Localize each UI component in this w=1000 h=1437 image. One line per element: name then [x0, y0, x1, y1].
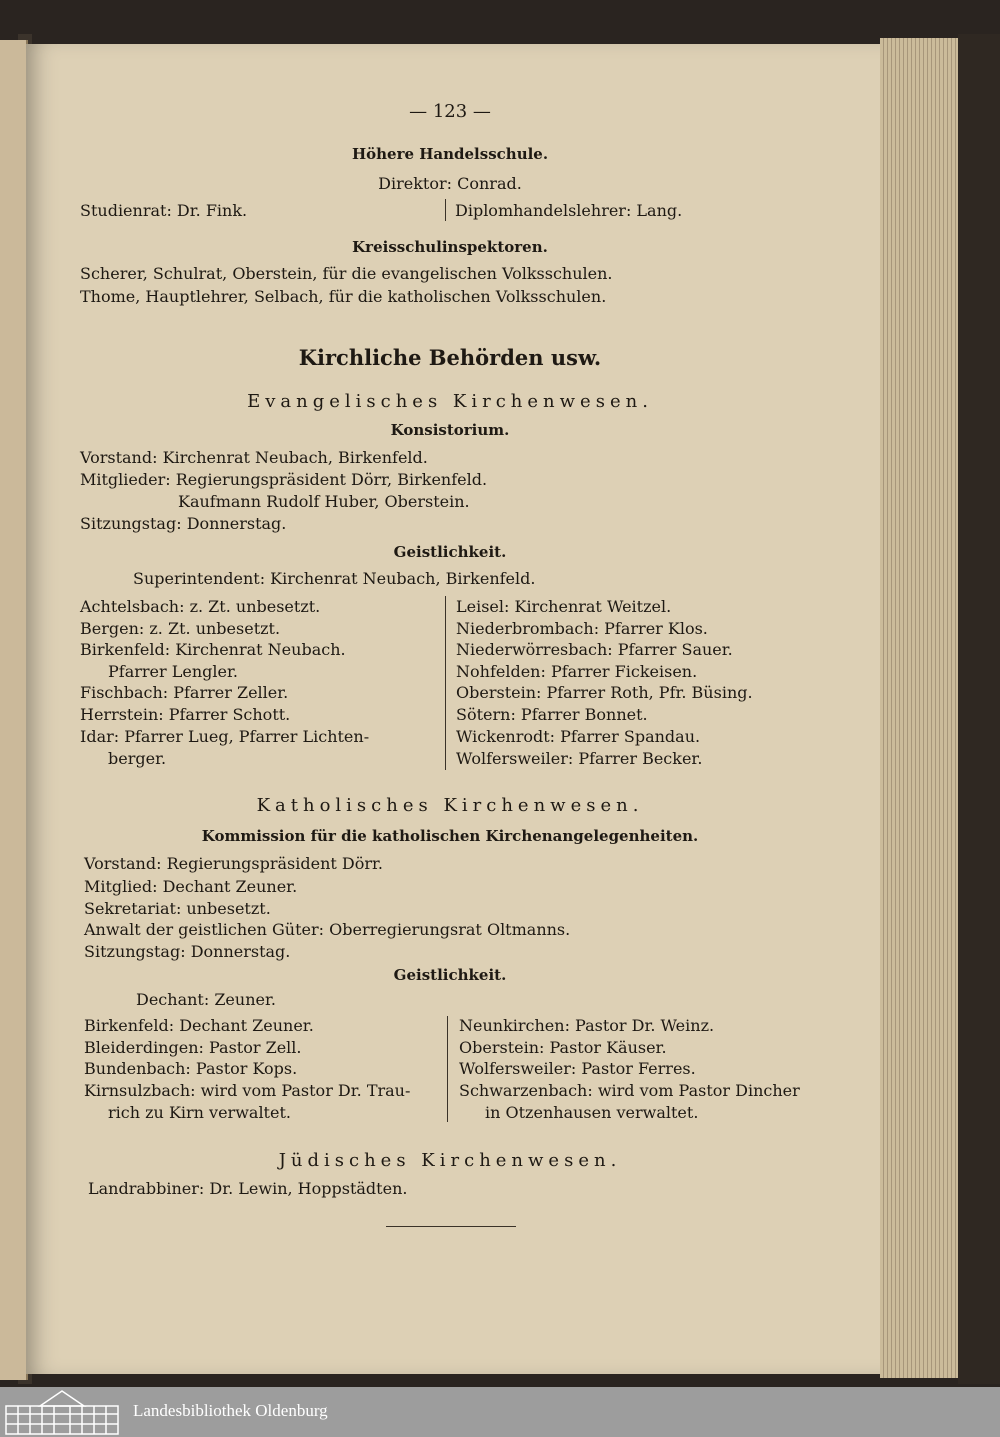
juedisch-heading: Jüdisches Kirchenwesen. [278, 1150, 622, 1171]
kreis-line: Thome, Hauptlehrer, Selbach, für die katholischen Volksschulen. [80, 287, 607, 306]
ev-parish-left: Idar: Pfarrer Lueg, Pfarrer Lichten- [80, 727, 370, 746]
kath-parish-right: Schwarzenbach: wird vom Pastor Dincher [459, 1081, 800, 1100]
ev-geistlichkeit-heading: Geistlichkeit. [393, 543, 507, 561]
book-cover [958, 34, 1000, 1384]
ev-parish-left: Fischbach: Pfarrer Zeller. [80, 683, 289, 702]
kath-parish-left: Birkenfeld: Dechant Zeuner. [84, 1016, 314, 1035]
kath-parish-right: Oberstein: Pastor Käuser. [459, 1038, 667, 1057]
ev-superintendent: Superintendent: Kirchenrat Neubach, Birkenfeld. [133, 569, 536, 588]
column-divider [445, 596, 446, 770]
ev-parish-right: Sötern: Pfarrer Bonnet. [456, 705, 648, 724]
library-name: Landesbibliothek Oldenburg [133, 1401, 328, 1420]
evangelisch-heading: Evangelisches Kirchenwesen. [247, 391, 653, 412]
handelsschule-heading: Höhere Handelsschule. [351, 145, 549, 163]
kommission-line: Sitzungstag: Donnerstag. [84, 942, 291, 961]
facing-page-edge [0, 40, 28, 1380]
ev-parish-right: Wolfersweiler: Pfarrer Becker. [456, 749, 703, 768]
kath-parish-right: Wolfersweiler: Pastor Ferres. [459, 1059, 696, 1078]
kirchliche-heading: Kirchliche Behörden usw. [298, 345, 602, 370]
konsistorium-line: Kaufmann Rudolf Huber, Oberstein. [178, 492, 470, 511]
ev-parish-left: Bergen: z. Zt. unbesetzt. [80, 619, 281, 638]
ev-parish-right: Wickenrodt: Pfarrer Spandau. [456, 727, 701, 746]
kath-parish-right: Neunkirchen: Pastor Dr. Weinz. [459, 1016, 715, 1035]
ev-parish-left: Herrstein: Pfarrer Schott. [80, 705, 291, 724]
ev-parish-left: berger. [108, 749, 167, 768]
kreis-heading: Kreisschulinspektoren. [352, 238, 548, 256]
ev-parish-right: Nohfelden: Pfarrer Fickeisen. [456, 662, 698, 681]
kath-dechant: Dechant: Zeuner. [136, 990, 276, 1009]
konsistorium-line: Vorstand: Kirchenrat Neubach, Birkenfeld. [80, 448, 428, 467]
column-divider [447, 1016, 448, 1122]
page-edges [880, 38, 960, 1378]
konsistorium-heading: Konsistorium. [390, 421, 510, 439]
kath-parish-right: in Otzenhausen verwaltet. [485, 1103, 699, 1122]
column-divider [445, 199, 446, 221]
katholisch-heading: Katholisches Kirchenwesen. [256, 795, 644, 816]
juedisch-line: Landrabbiner: Dr. Lewin, Hoppstädten. [88, 1179, 408, 1198]
kreis-line: Scherer, Schulrat, Oberstein, für die evangelischen Volksschulen. [80, 264, 613, 283]
ev-parish-right: Oberstein: Pfarrer Roth, Pfr. Büsing. [456, 683, 753, 702]
ev-parish-right: Leisel: Kirchenrat Weitzel. [456, 597, 672, 616]
handelsschule-diplomlehrer: Diplomhandelslehrer: Lang. [455, 201, 683, 220]
konsistorium-line: Mitglieder: Regierungspräsident Dörr, Birkenfeld. [80, 470, 488, 489]
kommission-line: Anwalt der geistlichen Güter: Oberregierungsrat Oltmanns. [84, 920, 571, 939]
konsistorium-line: Sitzungstag: Donnerstag. [80, 514, 287, 533]
ev-parish-left: Achtelsbach: z. Zt. unbesetzt. [80, 597, 321, 616]
kath-parish-left: Bundenbach: Pastor Kops. [84, 1059, 298, 1078]
kommission-line: Vorstand: Regierungspräsident Dörr. [84, 854, 383, 873]
kath-geistlichkeit-heading: Geistlichkeit. [393, 966, 507, 984]
page-number: — 123 — [409, 101, 491, 122]
library-building-icon [2, 1388, 122, 1436]
closing-rule [386, 1226, 516, 1227]
kath-parish-left: rich zu Kirn verwaltet. [108, 1103, 291, 1122]
footer-bar [0, 1387, 1000, 1437]
handelsschule-direktor: Direktor: Conrad. [378, 174, 522, 193]
kath-parish-left: Kirnsulzbach: wird vom Pastor Dr. Trau- [84, 1081, 411, 1100]
kommission-heading: Kommission für die katholischen Kirchenangelegenheiten. [201, 827, 699, 845]
kommission-line: Mitglied: Dechant Zeuner. [84, 877, 298, 896]
handelsschule-studienrat: Studienrat: Dr. Fink. [80, 201, 248, 220]
kath-parish-left: Bleiderdingen: Pastor Zell. [84, 1038, 302, 1057]
ev-parish-left: Birkenfeld: Kirchenrat Neubach. [80, 640, 346, 659]
kommission-line: Sekretariat: unbesetzt. [84, 899, 271, 918]
ev-parish-left: Pfarrer Lengler. [108, 662, 238, 681]
ev-parish-right: Niederbrombach: Pfarrer Klos. [456, 619, 708, 638]
ev-parish-right: Niederwörresbach: Pfarrer Sauer. [456, 640, 733, 659]
